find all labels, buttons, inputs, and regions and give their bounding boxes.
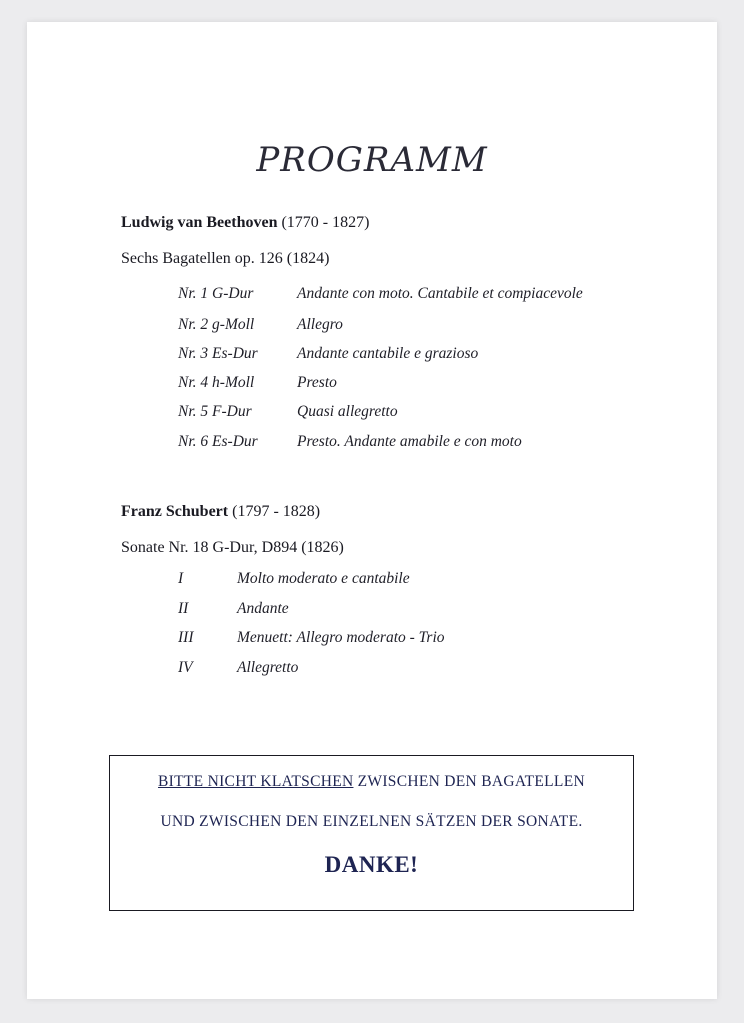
composer-name: Ludwig van Beethoven xyxy=(121,214,278,231)
notice-line-2: UND ZWISCHEN DEN EINZELNEN SÄTZEN DER SONATE. xyxy=(160,813,583,830)
movement-tempo: Presto xyxy=(297,374,337,391)
movement-number: I xyxy=(178,570,184,587)
composer-heading-beethoven xyxy=(121,214,369,232)
movement-number: Nr. 5 F-Dur xyxy=(178,403,252,420)
work-title-schubert: Sonate Nr. 18 G-Dur, D894 (1826) xyxy=(121,539,344,556)
movement-tempo: Andante cantabile e grazioso xyxy=(297,345,479,362)
movement-tempo: Menuett: Allegro moderato - Trio xyxy=(237,629,445,646)
applause-notice-box xyxy=(109,755,634,911)
notice-line-1-rest: ZWISCHEN DEN BAGATELLEN xyxy=(353,773,585,790)
composer-heading-schubert xyxy=(121,503,320,521)
movement-tempo: Molto moderato e cantabile xyxy=(237,570,410,587)
movement-tempo: Allegro xyxy=(297,316,343,333)
page-title: PROGRAMM xyxy=(256,140,488,180)
movement-number: Nr. 3 Es-Dur xyxy=(178,345,258,362)
movement-number: IV xyxy=(178,659,193,676)
movement-tempo: Quasi allegretto xyxy=(297,403,398,420)
movement-number: Nr. 2 g-Moll xyxy=(178,316,255,333)
composer-dates: (1770 - 1827) xyxy=(281,214,370,231)
movement-number: Nr. 4 h-Moll xyxy=(178,374,255,391)
notice-line-1 xyxy=(110,773,633,791)
movement-tempo: Presto. Andante amabile e con moto xyxy=(297,433,522,450)
movement-tempo: Andante xyxy=(237,600,289,617)
movement-number: III xyxy=(178,629,194,646)
work-title-beethoven: Sechs Bagatellen op. 126 (1824) xyxy=(121,250,330,267)
movement-number: II xyxy=(178,600,189,617)
movement-tempo: Allegretto xyxy=(237,659,299,676)
composer-dates: (1797 - 1828) xyxy=(232,503,321,520)
movement-number: Nr. 6 Es-Dur xyxy=(178,433,258,450)
movement-tempo: Andante con moto. Cantabile et compiacevole xyxy=(297,285,583,302)
notice-thanks: DANKE! xyxy=(324,852,419,877)
composer-name: Franz Schubert xyxy=(121,503,229,520)
notice-emphasis: BITTE NICHT KLATSCHEN xyxy=(158,773,354,790)
movement-number: Nr. 1 G-Dur xyxy=(178,285,254,302)
program-page xyxy=(27,22,717,999)
